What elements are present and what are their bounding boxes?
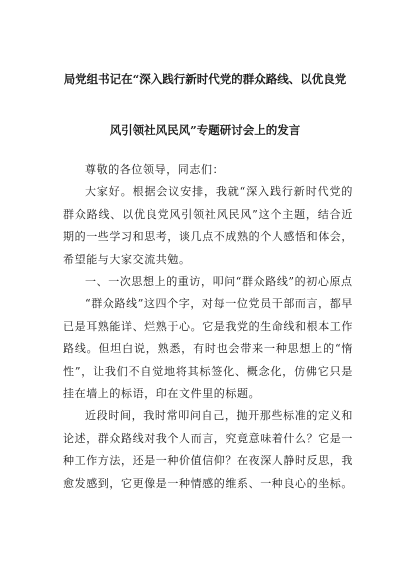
section-heading-1: 一、一次思想上的重访，叩问“群众路线”的初心原点 <box>85 275 353 289</box>
paragraph-intro: 大家好。根据会议安排，我就“深入践行新时代党的群众路线、以优良党风引领社风民风”这个主题，结合近期的一些学习和思考，谈几点不成熟的个人感悟和体会，希望能与大家交流共勉。 <box>63 185 353 266</box>
paragraph-mass-line: “群众路线”这四个字，对每一位党员干部而言，都早已是耳熟能详、烂熟于心。它是我党的生命线和根本工作路线。但坦白说，熟悉，有时也会带来一种思想上的“惰性”，让我们不自觉地将其标签化、概念化，仿佛它只是挂在墙上的标语，印在文件里的标题。 <box>63 297 353 401</box>
document-body <box>63 159 353 495</box>
document-title-line-2: 风引领社风民风”专题研讨会上的发言 <box>109 123 301 137</box>
paragraph-reflection: 近段时间，我时常叩问自己，抛开那些标准的定义和论述，群众路线对我个人而言，究竟意味着什么？它是一种工作方法，还是一种价值信仰？在夜深人静时反思，我愈发感到，它更像是一种情感的维系、一种良心的坐标。 <box>63 409 353 490</box>
document-title-line-1: 局党组书记在“深入践行新时代党的群众路线、以优良党 <box>63 72 347 86</box>
salutation: 尊敬的各位领导，同志们： <box>85 163 225 176</box>
